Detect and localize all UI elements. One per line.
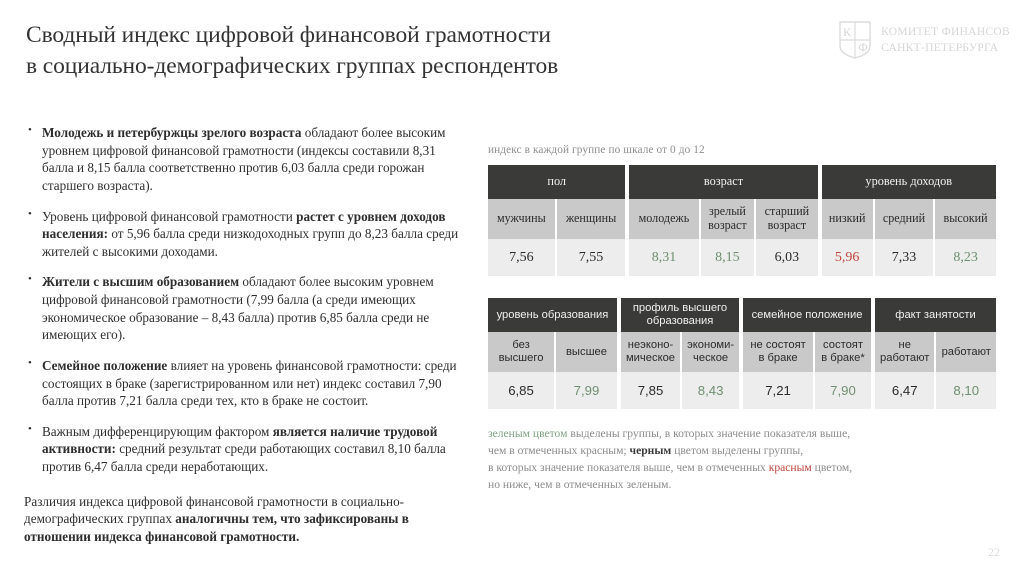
- value-no-higher-ed: 6,85: [488, 372, 554, 409]
- group-header-marital-status: [743, 298, 871, 332]
- legend-text-4: в которых значение показателя выше, чем в отмеченных: [488, 461, 769, 475]
- table-subheader-row: [488, 332, 996, 372]
- subheader-mature: [701, 199, 755, 239]
- legend-line-1: [488, 425, 988, 442]
- group-header-line-1: факт занятости: [895, 308, 976, 321]
- group-header-income: уровень доходов: [822, 165, 996, 199]
- legend-text-5: цветом,: [811, 461, 853, 475]
- subheader-line-1: высшее: [565, 345, 607, 358]
- group-header-employment: [875, 298, 996, 332]
- subheader-line-1: молодежь: [638, 211, 690, 226]
- table-education-family-employment: [488, 298, 996, 409]
- legend-text-6: но ниже, чем в отмеченных зеленым.: [488, 478, 672, 492]
- group-header-education-level: [488, 298, 617, 332]
- subheader-no-higher-ed: [488, 332, 554, 372]
- data-panel: [488, 144, 996, 493]
- legend-text-3: цветом выделены группы,: [671, 444, 804, 458]
- group-header-education-profile: [621, 298, 739, 332]
- value-youth: 8,31: [629, 239, 698, 276]
- value-non-economic: 7,85: [621, 372, 680, 409]
- value-mature: 8,15: [701, 239, 755, 276]
- subheader-economic: [682, 332, 739, 372]
- page-number: 22: [988, 545, 1000, 559]
- legend-line-2: [488, 442, 988, 459]
- shield-emblem-icon: [838, 20, 872, 60]
- subheader-line-2: мическое: [625, 352, 676, 364]
- value-married: 7,90: [815, 372, 871, 409]
- subheader-line-1: состоят: [823, 339, 863, 352]
- list-item: [24, 124, 468, 195]
- subheader-not-married: [743, 332, 813, 372]
- group-header-gender: пол: [488, 165, 625, 199]
- table-group-header-row: [488, 298, 996, 332]
- subheader-line-2: высшего: [498, 352, 544, 364]
- bullet-rest: средний результат среди работающих составил 8,10 балла против 6,47 балла среди неработающих.: [42, 441, 446, 474]
- value-not-working: 6,47: [875, 372, 935, 409]
- subheader-working: [936, 332, 996, 372]
- subheader-non-economic: [621, 332, 680, 372]
- value-men: 7,56: [488, 239, 555, 276]
- subheader-high-income: [935, 199, 996, 239]
- legend-black-term: черным: [629, 444, 672, 458]
- list-item: [24, 273, 468, 344]
- svg-text:Ф: Ф: [858, 40, 868, 54]
- subheader-mid-income: [875, 199, 933, 239]
- subheader-line-2: в браке*: [821, 352, 865, 364]
- value-low-income: 5,96: [822, 239, 873, 276]
- subheader-line-2: ческое: [693, 352, 729, 364]
- logo-text: [881, 24, 1010, 57]
- findings-list: [24, 124, 468, 546]
- group-header-line-1: уровень образования: [496, 308, 609, 321]
- bullet-lead: является наличие трудовой активности:: [42, 423, 438, 457]
- value-senior: 6,03: [756, 239, 817, 276]
- subheader-line-1: работают: [941, 345, 991, 358]
- closing-pre: Различия индекса цифровой финансовой грамотности в социально-демографических группах: [24, 493, 405, 527]
- subheader-men: [488, 199, 555, 239]
- subheader-line-1: старший: [764, 204, 810, 219]
- page-title-line-2: в социально-демографических группах респондентов: [26, 53, 559, 80]
- bullet-pre: Важным дифференцирующим фактором: [42, 423, 273, 439]
- legend-green-term: зеленым цветом: [488, 427, 568, 440]
- subheader-line-1: без: [512, 339, 530, 352]
- table-value-row: [488, 372, 996, 409]
- list-item: [24, 208, 468, 261]
- table-demographics: [488, 165, 996, 276]
- value-working: 8,10: [936, 372, 996, 409]
- value-high-income: 8,23: [935, 239, 996, 276]
- subheader-low-income: [822, 199, 873, 239]
- list-item: [24, 357, 468, 410]
- value-higher-ed: 7,99: [556, 372, 617, 409]
- legend-line-4: [488, 476, 988, 493]
- bullet-lead: Молодежь и петербуржцы зрелого возраста: [42, 125, 302, 140]
- subheader-not-working: [875, 332, 935, 372]
- subheader-line-1: женщины: [565, 211, 617, 226]
- bullet-rest: обладают более высоким уровнем цифровой финансовой грамотности (7,99 балла (а среди имеющих экономическое образование – 8,43 балла) против 6,85 балла среди не имеющих его).: [42, 274, 434, 343]
- subheader-youth: [629, 199, 698, 239]
- subheader-line-1: экономи-: [687, 339, 735, 352]
- subheader-senior: [756, 199, 817, 239]
- logo-text-line-1: КОМИТЕТ ФИНАНСОВ: [881, 25, 1010, 38]
- subheader-married: [815, 332, 871, 372]
- subheader-line-1: зрелый: [708, 204, 746, 219]
- committee-logo: [838, 20, 1010, 60]
- closing-bold: аналогичны тем, что зафиксированы в отношении индекса финансовой грамотности.: [24, 511, 409, 544]
- subheader-higher-ed: [556, 332, 617, 372]
- legend-red-term: красным: [768, 461, 812, 475]
- subheader-line-1: высокий: [943, 211, 988, 226]
- bullet-rest: от 5,96 балла среди низкодоходных групп до 8,23 балла среди жителей с высокими доходами.: [42, 226, 459, 259]
- color-legend: [488, 425, 988, 493]
- page-title: [26, 20, 726, 83]
- bullet-lead: Жители с высшим образованием: [42, 274, 240, 290]
- bullet-rest: обладают более высоким уровнем цифровой финансовой грамотности (индексы составили 8,31 балла и 8,15 балла соответственно против 6,03 балла среди горожан старшего возраста).: [42, 125, 446, 193]
- legend-text-1: выделены группы, в которых значение показателя выше,: [567, 427, 851, 440]
- closing-statement: [24, 493, 468, 546]
- subheader-line-2: работают: [880, 352, 930, 364]
- table-group-header-row: [488, 165, 996, 199]
- list-item: [24, 423, 468, 476]
- bullet-pre: Уровень цифровой финансовой грамотности: [42, 208, 297, 224]
- subheader-line-2: в браке: [758, 352, 798, 364]
- group-header-line-1: семейное положение: [751, 308, 863, 321]
- legend-line-3: [488, 459, 988, 476]
- subheader-line-1: неэконо-: [627, 339, 674, 352]
- subheader-women: [557, 199, 626, 239]
- subheader-line-2: возраст: [708, 218, 747, 232]
- subheader-line-1: средний: [882, 211, 926, 226]
- value-women: 7,55: [557, 239, 626, 276]
- subheader-line-1: низкий: [828, 211, 866, 226]
- group-header-line-1: профиль высшего: [632, 302, 728, 315]
- group-header-age: возраст: [629, 165, 817, 199]
- value-mid-income: 7,33: [875, 239, 933, 276]
- table-subheader-row: [488, 199, 996, 239]
- value-not-married: 7,21: [743, 372, 813, 409]
- bullet-lead: растет с уровнем доходов населения:: [42, 208, 446, 242]
- page-title-line-1: Сводный индекс цифровой финансовой грамотности: [26, 22, 551, 48]
- legend-text-2: чем в отмеченных красным;: [488, 444, 630, 458]
- subheader-line-1: не состоят: [750, 339, 806, 352]
- subheader-line-1: не: [898, 339, 911, 352]
- subheader-line-2: возраст: [767, 218, 807, 232]
- bullet-lead: Семейное положение: [42, 357, 168, 373]
- group-header-line-2: образования: [646, 315, 714, 327]
- svg-text:К: К: [843, 25, 852, 39]
- logo-text-line-2: САНКТ-ПЕТЕРБУРГА: [881, 42, 999, 54]
- table-value-row: [488, 239, 996, 276]
- scale-note: индекс в каждой группе по шкале от 0 до 12: [488, 144, 705, 156]
- value-economic: 8,43: [682, 372, 739, 409]
- subheader-line-1: мужчины: [496, 211, 546, 226]
- bullet-rest: влияет на уровень финансовой грамотности: среди состоящих в браке (зарегистрированном или нет) индекс составил 7,90 балла против 7,21 балла среди тех, кто в браке не состоит.: [42, 357, 457, 409]
